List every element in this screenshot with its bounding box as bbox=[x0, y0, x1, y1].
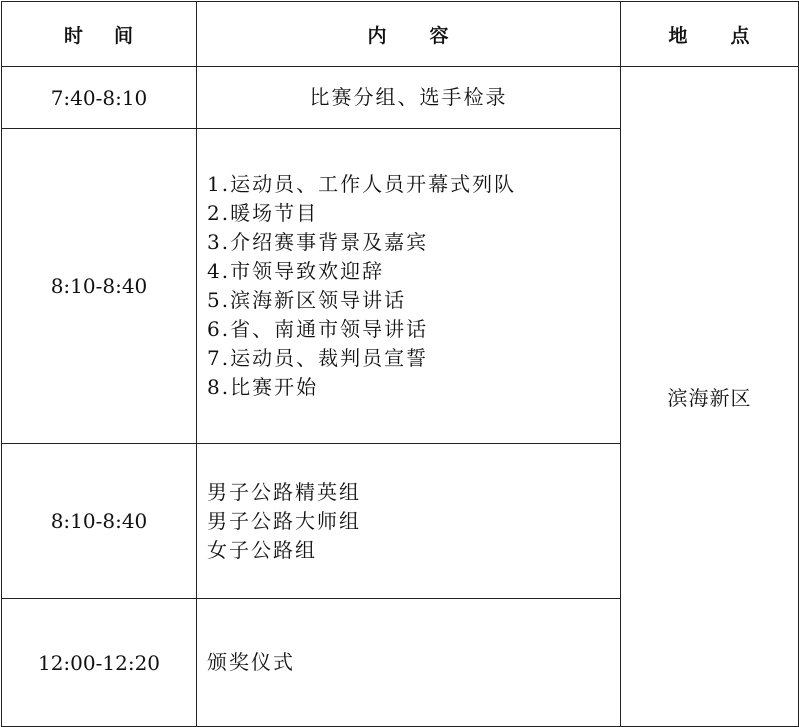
table-row bbox=[2, 67, 799, 129]
content-item: 6.省、南通市领导讲话 bbox=[207, 317, 429, 341]
header-time-char-1: 时 bbox=[63, 24, 84, 47]
content-item: 女子公路组 bbox=[207, 537, 317, 562]
time-cell: 7:40-8:10 bbox=[2, 67, 197, 129]
header-row bbox=[2, 2, 799, 67]
header-content-char-1: 内 bbox=[367, 24, 388, 47]
content-item: 4.市领导致欢迎辞 bbox=[207, 259, 385, 283]
header-content-char-2: 容 bbox=[429, 24, 450, 47]
content-cell bbox=[197, 444, 621, 599]
content-item: 男子公路大师组 bbox=[207, 508, 361, 533]
content-item: 7.运动员、裁判员宣誓 bbox=[207, 346, 429, 370]
header-content bbox=[197, 2, 621, 67]
content-item: 8.比赛开始 bbox=[207, 375, 319, 399]
content-item: 男子公路精英组 bbox=[207, 479, 361, 504]
time-cell: 8:10-8:40 bbox=[2, 129, 197, 444]
content-item: 1.运动员、工作人员开幕式列队 bbox=[207, 172, 517, 196]
header-venue bbox=[621, 2, 799, 67]
content-item: 5.滨海新区领导讲话 bbox=[207, 288, 407, 312]
venue-cell: 滨海新区 bbox=[621, 67, 799, 727]
content-item: 3.介绍赛事背景及嘉宾 bbox=[207, 230, 429, 254]
content-item: 颁奖仪式 bbox=[207, 650, 295, 674]
schedule-table bbox=[1, 1, 799, 727]
header-time bbox=[2, 2, 197, 67]
content-item: 2.暖场节目 bbox=[207, 201, 319, 225]
time-cell: 8:10-8:40 bbox=[2, 444, 197, 599]
header-venue-char-1: 地 bbox=[668, 24, 689, 47]
content-item: 比赛分组、选手检录 bbox=[309, 85, 508, 109]
time-cell: 12:00-12:20 bbox=[2, 599, 197, 727]
content-cell bbox=[197, 129, 621, 444]
header-venue-char-2: 点 bbox=[730, 24, 751, 47]
content-cell bbox=[197, 67, 621, 129]
content-cell bbox=[197, 599, 621, 727]
header-time-char-2: 间 bbox=[114, 24, 135, 47]
